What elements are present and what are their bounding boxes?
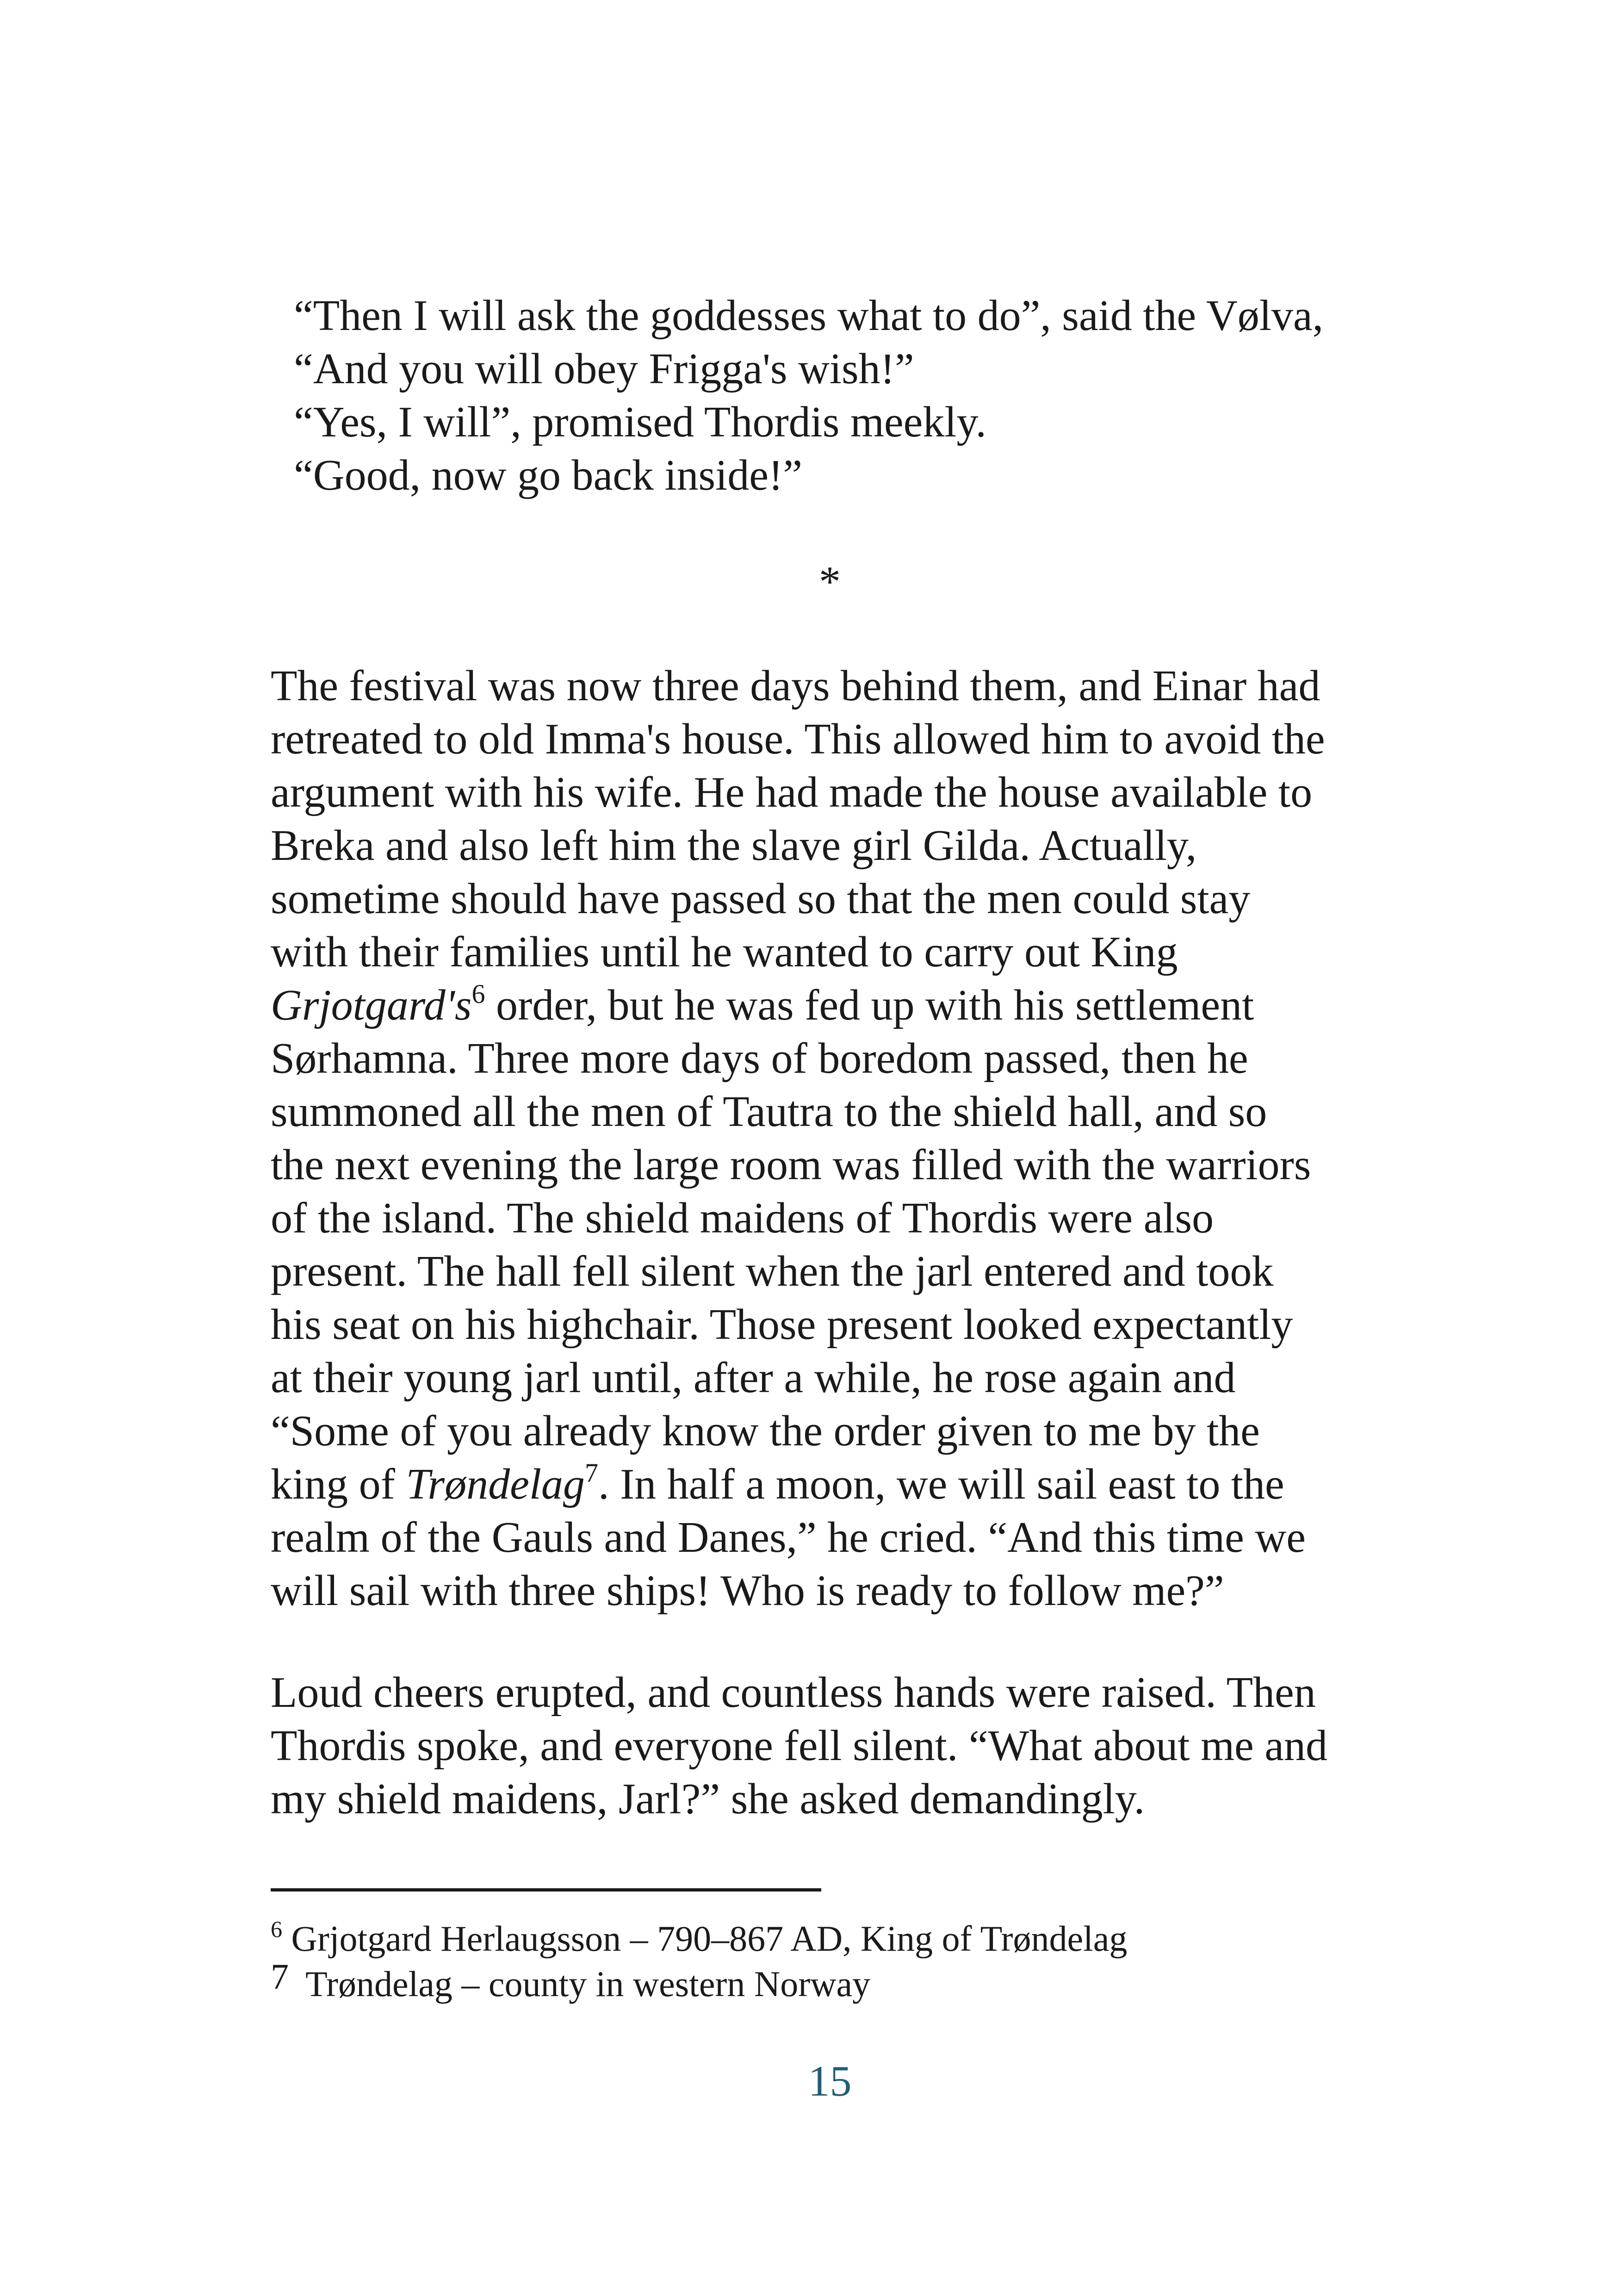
page-number: 15 <box>808 2057 852 2105</box>
footnote-7 <box>271 1956 1400 2007</box>
text-line: Loud cheers erupted, and countless hands were raised. Then <box>271 1668 1316 1717</box>
text-line <box>271 1458 1400 1511</box>
text-line: Breka and also left him the slave girl Gilda. Actually, <box>271 821 1197 870</box>
text-line: present. The hall fell silent when the jarl entered and took <box>271 1247 1274 1295</box>
dialogue-block <box>271 289 1400 502</box>
paragraph-2 <box>271 1666 1400 1826</box>
text-line: Sørhamna. Three more days of boredom passed, then he <box>271 1034 1248 1083</box>
text-line: realm of the Gauls and Danes,” he cried. “And this time we <box>271 1513 1306 1562</box>
footnote-text: Trøndelag – county in western Norway <box>297 1964 871 2004</box>
text-line: argument with his wife. He had made the house available to <box>271 768 1312 816</box>
dialogue-line: “Then I will ask the goddesses what to do”, said the Vølva, <box>294 292 1324 340</box>
footnotes <box>271 1916 1400 2007</box>
section-separator: * <box>819 558 841 606</box>
footnote-divider <box>271 1888 821 1892</box>
footnote-ref-6[interactable]: 6 <box>471 979 485 1009</box>
dialogue-line: “Good, now go back inside!” <box>294 451 802 499</box>
text-line: retreated to old Imma's house. This allowed him to avoid the <box>271 715 1325 763</box>
dialogue-line: “And you will obey Frigga's wish!” <box>294 345 914 393</box>
text-line: sometime should have passed so that the men could stay <box>271 875 1251 923</box>
paragraph-1 <box>271 660 1400 1618</box>
text-line: at their young jarl until, after a while, he rose again and <box>271 1354 1236 1402</box>
footnote-ref-7[interactable]: 7 <box>584 1458 598 1488</box>
text-line: my shield maidens, Jarl?” she asked demandingly. <box>271 1775 1145 1823</box>
italic-name: Grjotgard's <box>271 981 472 1029</box>
text-line: The festival was now three days behind them, and Einar had <box>271 662 1320 710</box>
text-line: of the island. The shield maidens of Thordis were also <box>271 1194 1214 1242</box>
footnote-mark: 6 <box>271 1916 282 1942</box>
text-line: “Some of you already know the order given to me by the <box>271 1407 1260 1455</box>
text-line: summoned all the men of Tautra to the shield hall, and so <box>271 1088 1267 1136</box>
text-line: the next evening the large room was filled with the warriors <box>271 1141 1311 1189</box>
text-line: Thordis spoke, and everyone fell silent. “What about me and <box>271 1722 1327 1770</box>
text-line: his seat on his highchair. Those present looked expectantly <box>271 1300 1293 1349</box>
text-line: will sail with three ships! Who is ready to follow me?” <box>271 1567 1224 1615</box>
text-fragment: king of <box>271 1460 406 1508</box>
text-line: with their families until he wanted to carry out King <box>271 928 1178 976</box>
footnote-text: Grjotgard Herlaugsson – 790–867 AD, King of Trøndelag <box>282 1918 1128 1959</box>
text-fragment: order, but he was fed up with his settlement <box>485 981 1254 1029</box>
text-fragment: . In half a moon, we will sail east to the <box>598 1460 1284 1508</box>
text-line <box>271 979 1400 1032</box>
footnote-mark: 7 <box>271 1956 289 1997</box>
dialogue-line: “Yes, I will”, promised Thordis meekly. <box>294 398 986 446</box>
italic-name: Trøndelag <box>406 1460 585 1508</box>
footnote-6 <box>271 1916 1400 1961</box>
